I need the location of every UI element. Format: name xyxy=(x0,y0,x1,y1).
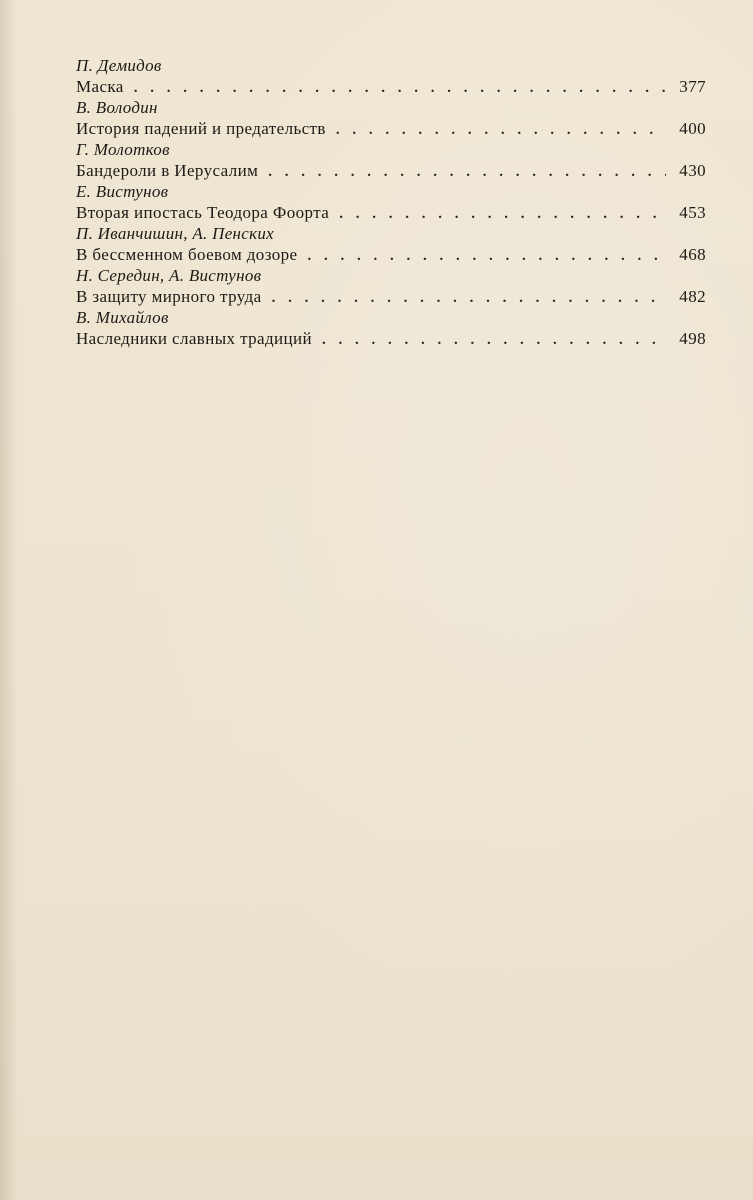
entry-row xyxy=(76,328,706,350)
table-of-contents xyxy=(76,56,706,350)
entry-author: П. Демидов xyxy=(76,56,162,75)
entry-page-number: 400 xyxy=(679,119,706,138)
entry-row xyxy=(76,244,706,266)
toc-entry xyxy=(76,56,706,98)
entry-title: Маска xyxy=(76,77,124,96)
dot-leader xyxy=(336,119,666,141)
entry-row xyxy=(76,118,706,140)
entry-page-number: 430 xyxy=(679,161,706,180)
entry-row xyxy=(76,286,706,308)
toc-entry xyxy=(76,140,706,182)
entry-author: В. Михайлов xyxy=(76,308,169,327)
entry-author: Е. Вистунов xyxy=(76,182,169,201)
entry-page-number: 482 xyxy=(679,287,706,306)
entry-author: Н. Середин, А. Вистунов xyxy=(76,266,262,285)
dot-leader xyxy=(339,203,666,225)
entry-page-number: 468 xyxy=(679,245,706,264)
entry-title: Бандероли в Иерусалим xyxy=(76,161,259,180)
entry-title: В защиту мирного труда xyxy=(76,287,262,306)
entry-author: Г. Молотков xyxy=(76,140,170,159)
toc-entry xyxy=(76,98,706,140)
dot-leader xyxy=(272,287,666,309)
entry-author: П. Иванчишин, А. Пенских xyxy=(76,224,275,243)
entry-title: Наследники славных традиций xyxy=(76,329,313,348)
dot-leader xyxy=(322,329,666,351)
dot-leader xyxy=(268,161,666,183)
entry-row xyxy=(76,76,706,98)
entry-title: История падений и предательств xyxy=(76,119,326,138)
entry-title: В бессменном боевом дозоре xyxy=(76,245,298,264)
entry-author: В. Володин xyxy=(76,98,158,117)
entry-page-number: 498 xyxy=(679,329,706,348)
page-edge-shadow xyxy=(0,0,18,1200)
entry-page-number: 453 xyxy=(679,203,706,222)
entry-row xyxy=(76,202,706,224)
toc-entry xyxy=(76,266,706,308)
entry-page-number: 377 xyxy=(679,77,706,96)
entry-title: Вторая ипостась Теодора Фоорта xyxy=(76,203,330,222)
toc-entry xyxy=(76,224,706,266)
dot-leader xyxy=(307,245,666,267)
entry-row xyxy=(76,160,706,182)
toc-entry xyxy=(76,308,706,350)
toc-entry xyxy=(76,182,706,224)
dot-leader xyxy=(134,77,666,99)
